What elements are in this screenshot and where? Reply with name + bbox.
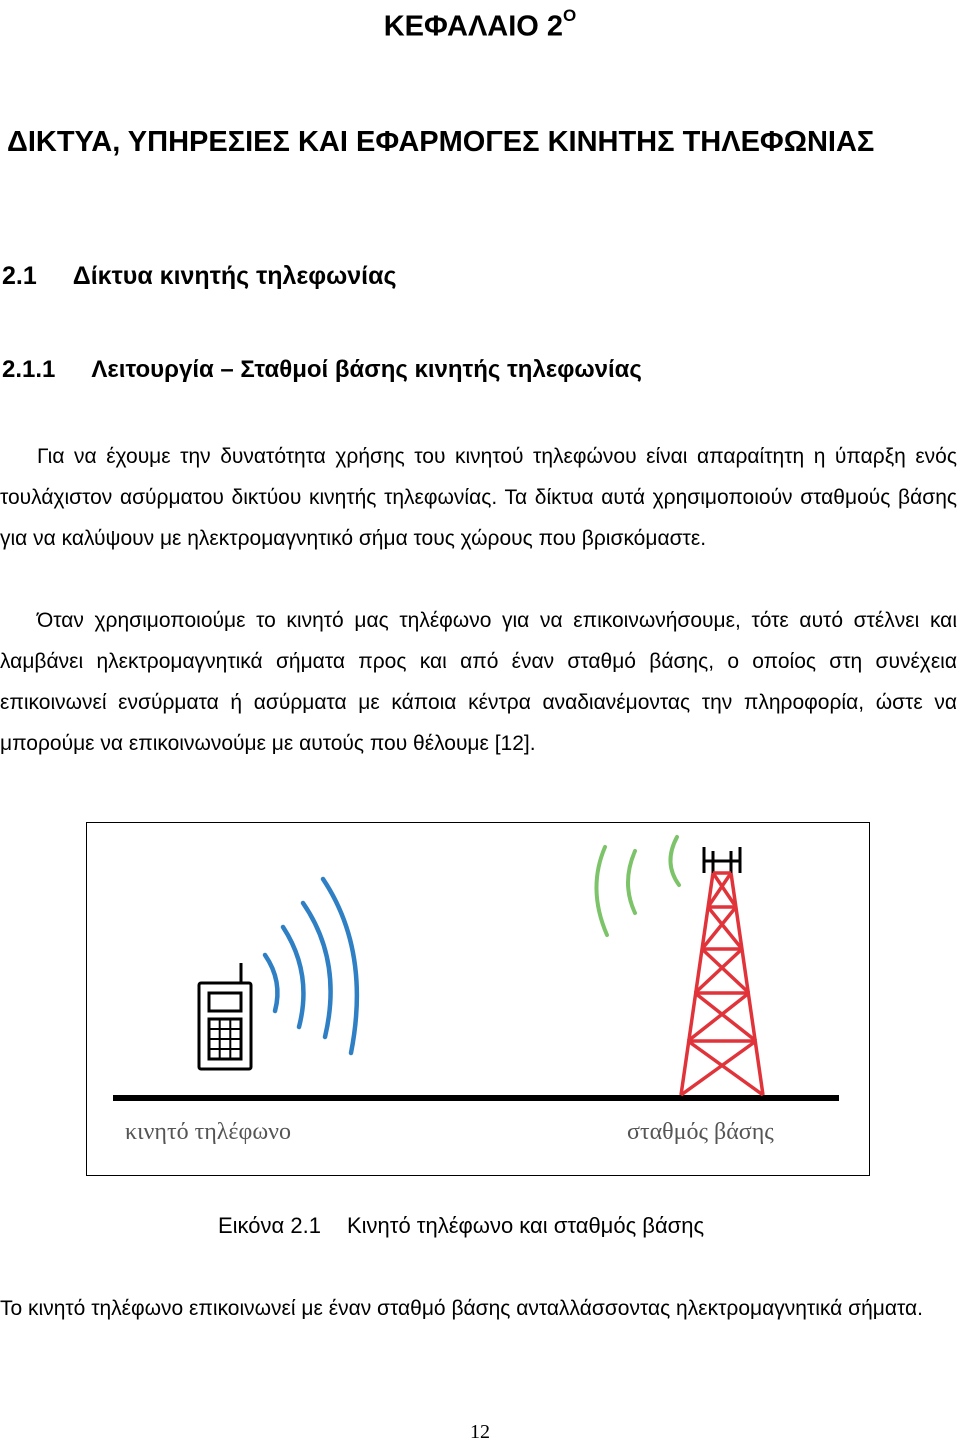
ground-line <box>113 1095 839 1101</box>
section-title: Δίκτυα κινητής τηλεφωνίας <box>72 262 397 290</box>
section-number: 2.1 <box>2 262 37 290</box>
section-heading <box>2 258 397 294</box>
paragraph-1: Για να έχουμε την δυνατότητα χρήσης του κινητού τηλεφώνου είναι απαραίτητη η ύπαρξη ενός τουλάχιστον ασύρματου δικτύου κινητής τηλεφωνίας. Τα δίκτυα αυτά χρησιμοποιούν σταθμούς βάσης για να καλύψουν με ηλεκτρομαγνητικό σήμα τους χώρους που βρισκόμαστε. <box>0 445 957 550</box>
mobile-phone-icon <box>199 963 251 1069</box>
tower-signal-waves-icon <box>596 837 679 935</box>
caption-text: Κινητό τηλέφωνο και σταθμός βάσης <box>346 1213 705 1238</box>
figure-illustration <box>87 823 871 1177</box>
station-label: σταθμός βάσης <box>627 1119 774 1145</box>
antenna-icon <box>704 847 740 873</box>
subsection-heading <box>2 353 642 387</box>
chapter-title: ΔΙΚΤΥΑ, ΥΠΗΡΕΣΙΕΣ ΚΑΙ ΕΦΑΡΜΟΓΕΣ ΚΙΝΗΤΗΣ ΤΗΛΕΦΩΝΙΑΣ <box>7 126 875 158</box>
paragraph-2: Όταν χρησιμοποιούμε το κινητό μας τηλέφωνο για να επικοινωνήσουμε, τότε αυτό στέλνει και λαμβάνει ηλεκτρομαγνητικά σήματα προς και από έναν σταθμό βάσης, ο οποίος στη συνέχεια επικοινωνεί ενσύρματα ή ασύρματα με κάποια κέντρα αναδιανέμοντας την πληροφορία, ώστε να μπορούμε να επικοινωνούμε με αυτούς που θέλουμε [12]. <box>0 609 957 755</box>
page-number: 12 <box>470 1421 490 1443</box>
subsection-title: Λειτουργία – Σταθμοί βάσης κινητής τηλεφωνίας <box>91 356 642 383</box>
caption-number: Εικόνα 2.1 <box>218 1213 321 1238</box>
subsection-number: 2.1.1 <box>2 356 56 383</box>
phone-signal-waves-icon <box>265 879 357 1053</box>
closing-paragraph: Το κινητό τηλέφωνο επικοινωνεί με έναν σταθμό βάσης ανταλλάσσοντας ηλεκτρομαγνητικά σήματα. <box>0 1297 923 1320</box>
chapter-heading <box>0 0 960 47</box>
figure-caption <box>218 1208 704 1244</box>
chapter-ordinal: Ο <box>563 6 577 25</box>
chapter-label: ΚΕΦΑΛΑΙΟ 2 <box>383 10 564 43</box>
base-station-tower-icon <box>681 873 763 1095</box>
phone-label: κινητό τηλέφωνο <box>125 1119 292 1145</box>
figure-phone-base-station <box>86 822 870 1176</box>
